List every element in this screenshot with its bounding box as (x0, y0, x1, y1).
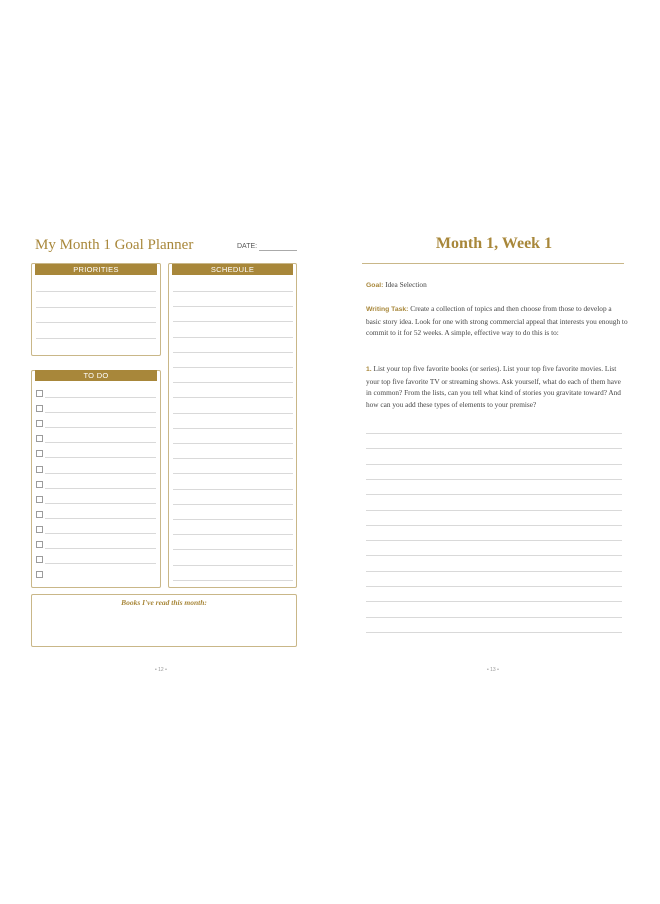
writing-line[interactable] (366, 464, 622, 465)
writing-line[interactable] (366, 555, 622, 556)
writing-line[interactable] (366, 479, 622, 480)
writing-line[interactable] (366, 632, 622, 633)
schedule-line[interactable] (173, 428, 293, 429)
writing-line[interactable] (366, 540, 622, 541)
writing-line[interactable] (366, 494, 622, 495)
writing-line[interactable] (366, 525, 622, 526)
todo-checkbox[interactable] (36, 450, 43, 457)
todo-header: TO DO (35, 370, 157, 381)
schedule-line[interactable] (173, 397, 293, 398)
todo-line[interactable] (45, 457, 156, 458)
todo-checkbox[interactable] (36, 420, 43, 427)
goal-text: Idea Selection (383, 280, 427, 289)
writing-line[interactable] (366, 433, 622, 434)
heading-rule (362, 263, 624, 264)
todo-panel (31, 370, 161, 588)
todo-line[interactable] (45, 518, 156, 519)
priorities-panel (31, 263, 161, 356)
todo-line[interactable] (45, 412, 156, 413)
schedule-line[interactable] (173, 367, 293, 368)
goal-paragraph (366, 279, 628, 292)
schedule-line[interactable] (173, 489, 293, 490)
priority-line[interactable] (36, 338, 156, 339)
todo-line[interactable] (45, 533, 156, 534)
todo-checkbox[interactable] (36, 526, 43, 533)
todo-line[interactable] (45, 563, 156, 564)
todo-line[interactable] (45, 397, 156, 398)
date-label: DATE: (237, 243, 258, 250)
task-text: Create a collection of topics and then choose from those to develop a basic story idea. Look for one with strong commercial appeal that interests you enough to commit to it for 52 weeks. A simple, effective way to do this is to: (366, 304, 628, 337)
books-label: Books I've read this month: (121, 598, 207, 607)
step-text: List your top five favorite books (or series). List your top five favorite movies. List your top five favorite TV or streaming shows. Ask yourself, what do each of them have in common? From the lists, can you tell what kind of stories you gravitate toward? And how can you add these types of elements to your premise? (366, 364, 621, 409)
todo-checkbox[interactable] (36, 481, 43, 488)
todo-checkbox[interactable] (36, 405, 43, 412)
schedule-line[interactable] (173, 291, 293, 292)
schedule-line[interactable] (173, 443, 293, 444)
schedule-line[interactable] (173, 352, 293, 353)
todo-line[interactable] (45, 548, 156, 549)
goal-label: Goal: (366, 282, 384, 289)
task-label: Writing Task: (366, 306, 409, 313)
task-paragraph (366, 303, 628, 339)
todo-checkbox[interactable] (36, 466, 43, 473)
page-number-left: • 12 • (155, 667, 167, 673)
priorities-header: PRIORITIES (35, 264, 157, 275)
todo-line[interactable] (45, 427, 156, 428)
schedule-panel (168, 263, 297, 588)
todo-checkbox[interactable] (36, 435, 43, 442)
todo-line[interactable] (45, 442, 156, 443)
todo-line[interactable] (45, 473, 156, 474)
schedule-line[interactable] (173, 458, 293, 459)
writing-line[interactable] (366, 617, 622, 618)
schedule-header: SCHEDULE (172, 264, 293, 275)
writing-line[interactable] (366, 510, 622, 511)
todo-checkbox[interactable] (36, 556, 43, 563)
priority-line[interactable] (36, 322, 156, 323)
schedule-line[interactable] (173, 504, 293, 505)
step-label: 1. (366, 366, 372, 373)
schedule-line[interactable] (173, 580, 293, 581)
week-heading: Month 1, Week 1 (435, 235, 553, 252)
schedule-line[interactable] (173, 413, 293, 414)
schedule-line[interactable] (173, 473, 293, 474)
step-paragraph (366, 363, 628, 410)
writing-line[interactable] (366, 586, 622, 587)
priority-line[interactable] (36, 307, 156, 308)
schedule-line[interactable] (173, 519, 293, 520)
schedule-line[interactable] (173, 549, 293, 550)
priority-line[interactable] (36, 291, 156, 292)
todo-line[interactable] (45, 488, 156, 489)
writing-line[interactable] (366, 448, 622, 449)
todo-line[interactable] (45, 503, 156, 504)
writing-line[interactable] (366, 601, 622, 602)
page-number-right: • 13 • (487, 667, 499, 673)
todo-checkbox[interactable] (36, 496, 43, 503)
schedule-line[interactable] (173, 382, 293, 383)
page-title: My Month 1 Goal Planner (35, 237, 194, 253)
schedule-line[interactable] (173, 306, 293, 307)
todo-checkbox[interactable] (36, 390, 43, 397)
todo-checkbox[interactable] (36, 571, 43, 578)
todo-checkbox[interactable] (36, 541, 43, 548)
date-field[interactable] (259, 250, 297, 251)
writing-line[interactable] (366, 571, 622, 572)
schedule-line[interactable] (173, 534, 293, 535)
todo-checkbox[interactable] (36, 511, 43, 518)
schedule-line[interactable] (173, 321, 293, 322)
schedule-line[interactable] (173, 565, 293, 566)
schedule-line[interactable] (173, 337, 293, 338)
